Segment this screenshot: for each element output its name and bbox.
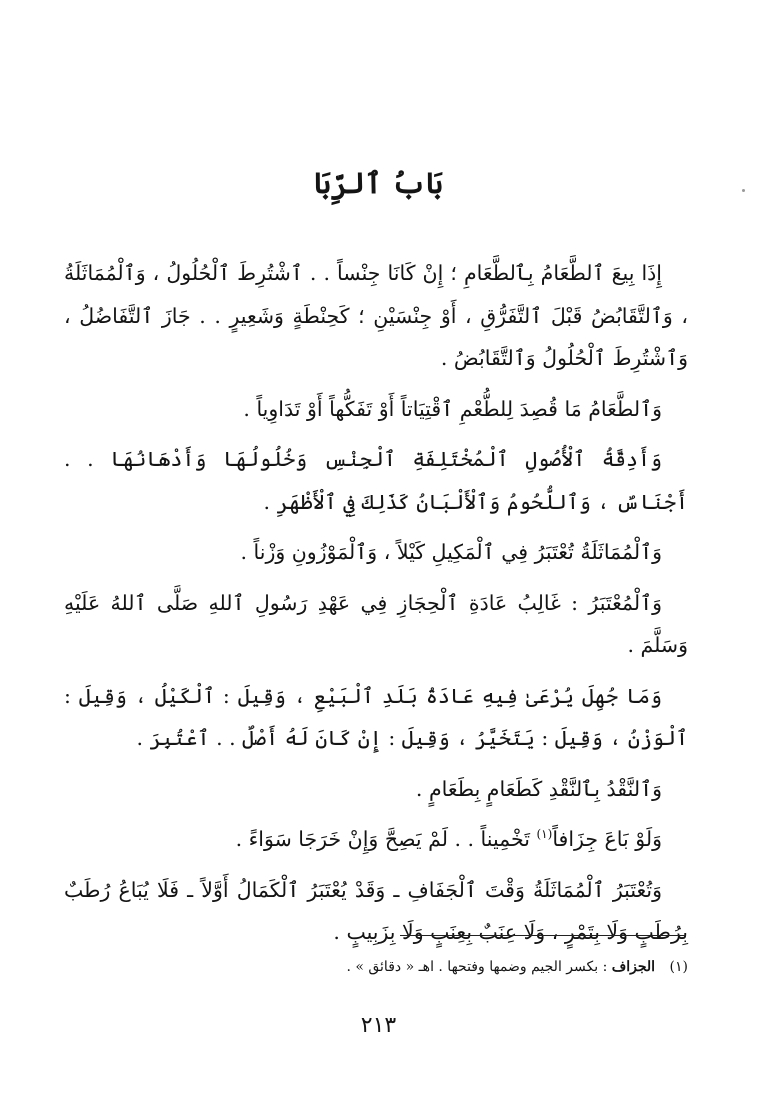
footnote-term: الجزاف	[611, 959, 656, 975]
paragraph-8-end: تَخْمِيناً . . لَمْ يَصِحَّ وَإِنْ خَرَجَا سَوَاءً .	[235, 827, 537, 851]
paragraph-9: وَتُعْتَبَرُ ٱلْمُمَاثَلَةُ وَقْتَ ٱلْجَفَافِ ـ وَقَدْ يُعْتَبَرُ ٱلْكَمَالُ أَوَّلاً ـ فَلَا يُبَاعُ رُطَبٌ بِرُطَبٍ وَلَا بِتَمْرٍ ، وَلَا عِنَبٌ بِعِنَبٍ وَلَا بِزَبِيبٍ .	[64, 877, 688, 944]
paragraph-7: وَٱلنَّقْدُ بِٱلنَّقْدِ كَطَعَامٍ بِطَعَامٍ .	[415, 776, 662, 801]
paragraph-5: وَٱلْمُعْتَبَرُ : غَالِبُ عَادَةِ ٱلْحِجَازِ فِي عَهْدِ رَسُولِ ٱللهِ صَلَّى ٱللهُ عَلَيْهِ وَسَلَّمَ .	[64, 590, 688, 657]
chapter-title: بَابُ ٱلرِّبَا	[313, 166, 444, 200]
paragraph-2: وَٱلطَّعَامُ مَا قُصِدَ لِلطُّعْمِ ٱقْتِيَاتاً أَوْ تَفَكُّهاً أَوْ تَدَاوِياً .	[243, 396, 662, 421]
paragraph-8	[64, 818, 688, 861]
footnote-text: : بكسر الجيم وضمها وفتحها . اهـ « دقائق » .	[346, 959, 608, 975]
paragraph-6: وَمَا جُهِلَ يُرْعَىٰ فِيهِ عَادَةُ بَلَدِ ٱلْبَيْعِ ، وَقِيلَ : ٱلْكَيْلُ ، وَقِيلَ : ٱلْوَزْنُ ، وَقِيلَ : يَتَخَيَّرُ ، وَقِيلَ : إِنْ كَانَ لَهُ أَصْلٌ . . ٱعْتُبِرَ .	[64, 683, 688, 750]
paragraph-4: وَٱلْمُمَاثَلَةُ تُعْتَبَرُ فِي ٱلْمَكِيلِ كَيْلاً ، وَٱلْمَوْزُونِ وَزْناً .	[240, 540, 662, 564]
main-text	[64, 252, 688, 962]
footnote-marker: (١)	[669, 959, 688, 975]
footnote	[64, 955, 688, 979]
paragraph-8-start: وَلَوْ بَاعَ جِزَافاً	[552, 827, 662, 851]
paragraph-1: إِذَا بِيعَ ٱلطَّعَامُ بِٱلطَّعَامِ ؛ إِنْ كَانَا جِنْساً . . ٱشْتُرِطَ ٱلْحُلُولُ ، وَٱلْمُمَاثَلَةُ ، وَٱلتَّقَابُضُ قَبْلَ ٱلتَّفَرُّقِ ، أَوْ جِنْسَيْنِ ؛ كَحِنْطَةٍ وَشَعِيرٍ . . جَازَ ٱلتَّفَاضُلُ ، وَٱشْتُرِطَ ٱلْحُلُولُ وَٱلتَّقَابُضُ .	[64, 261, 688, 370]
footnote-separator	[400, 935, 686, 936]
footnote-reference[interactable]: (١)	[536, 827, 553, 842]
paragraph-3: وَأَدِقَّةُ ٱلْأُصُولِ ٱلْمُخْتَلِفَةِ ٱلْجِنْسِ وَخُلُولُهَا وَأَدْهَانُهَا . . أَجْنَاسٌ ، وَٱللُّحُومُ وَٱلْأَلْبَانُ كَذَلِكَ فِي ٱلْأَظْهَرِ .	[64, 447, 688, 514]
page-number: ٢١٣	[360, 1013, 397, 1038]
